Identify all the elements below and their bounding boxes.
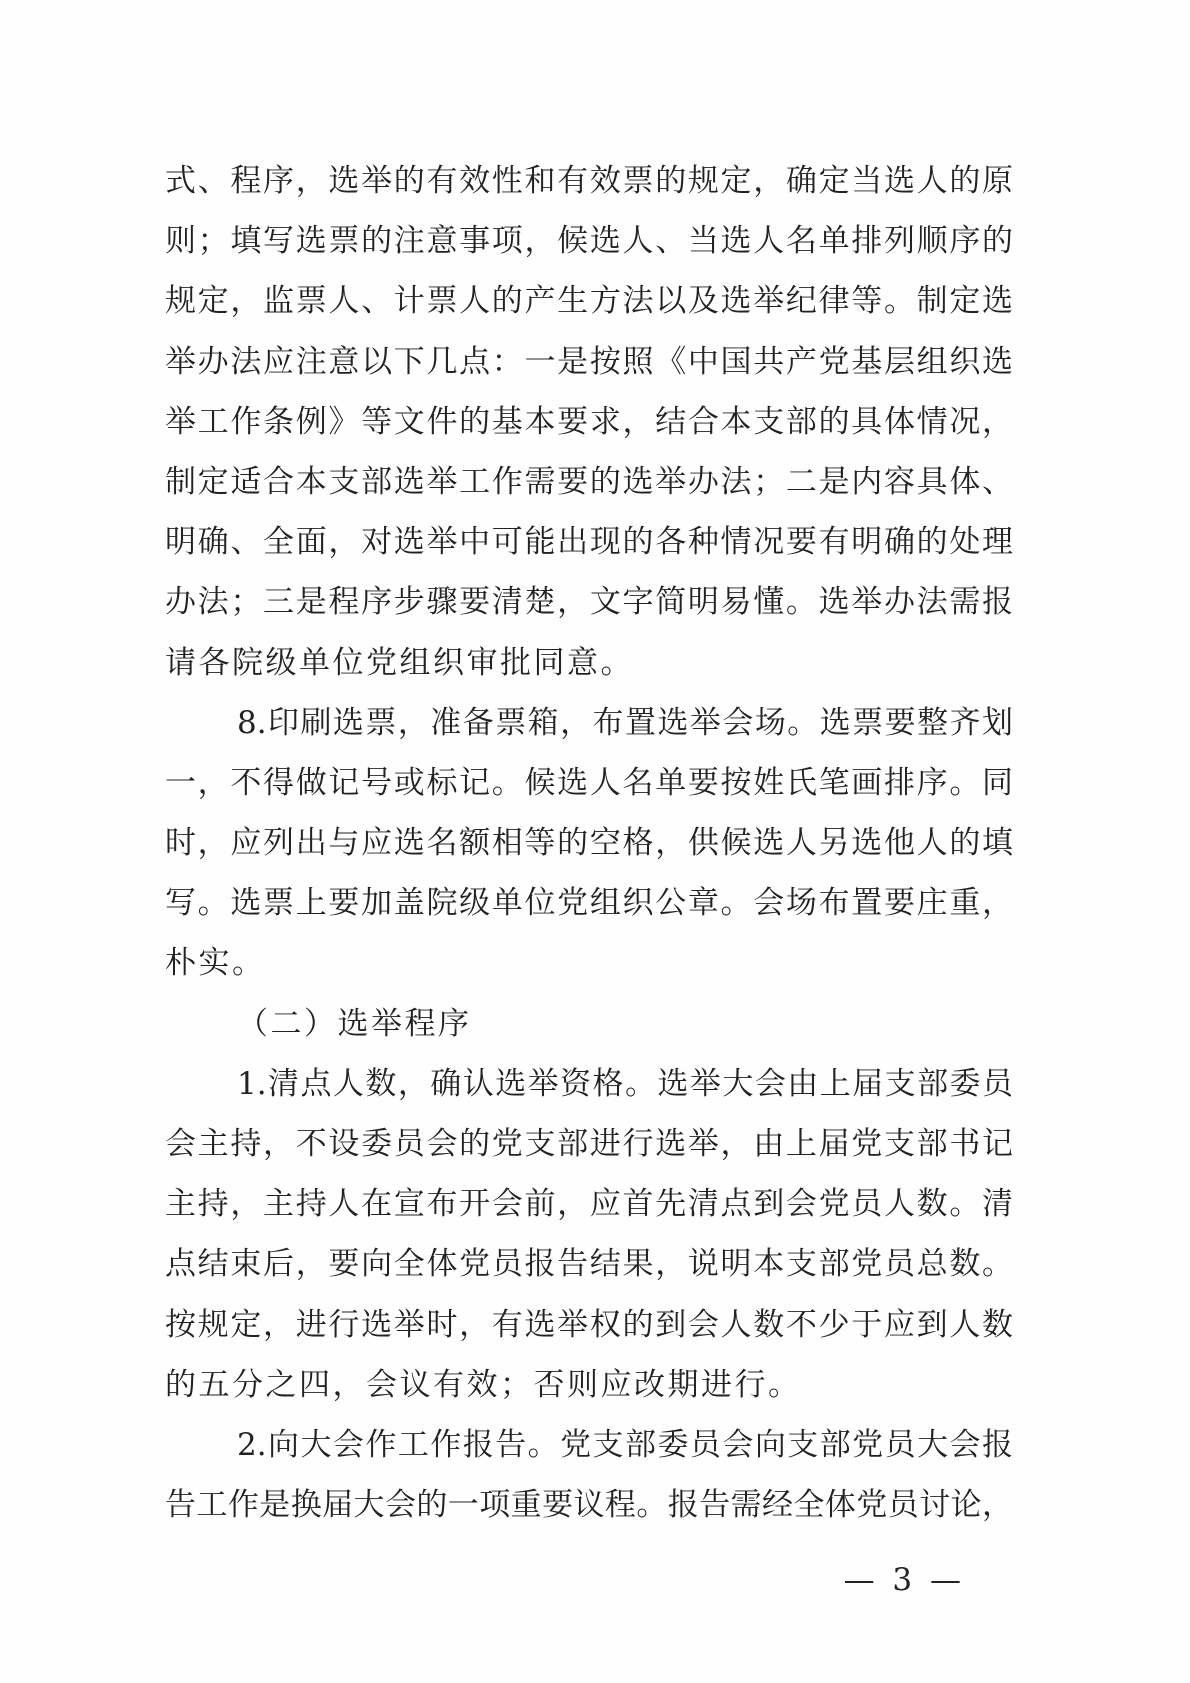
text-line: 式、程序，选举的有效性和有效票的规定，确定当选人的原 — [165, 163, 1013, 199]
text-line: 按规定，进行选举时，有选举权的到会人数不少于应到人数 — [165, 1306, 1013, 1343]
text-line: 2.向大会作工作报告。党支部委员会向支部党员大会报 — [237, 1426, 1013, 1463]
text-line: 请各院级单位党组织审批同意。 — [165, 644, 634, 681]
page-number: — 3 — — [843, 1562, 965, 1598]
text-line: 办法；三是程序步骤要清楚，文字简明易懂。选举办法需报 — [165, 584, 1013, 621]
text-line: 1.清点人数，确认选举资格。选举大会由上届支部委员 — [237, 1065, 1013, 1102]
text-line: 写。选票上要加盖院级单位党组织公章。会场布置要庄重， — [165, 885, 1013, 922]
text-line: 时，应列出与应选名额相等的空格，供候选人另选他人的填 — [165, 825, 1013, 862]
text-line: 告工作是换届大会的一项重要议程。报告需经全体党员讨论， — [165, 1487, 1013, 1524]
section-heading: （二）选举程序 — [237, 1005, 472, 1042]
text-line: 会主持，不设委员会的党支部进行选举，由上届党支部书记 — [165, 1126, 1013, 1162]
document-body — [165, 151, 1013, 1535]
text-line: 规定，监票人、计票人的产生方法以及选举纪律等。制定选 — [165, 283, 1013, 320]
text-line: 朴实。 — [165, 945, 266, 982]
text-line: 点结束后，要向全体党员报告结果，说明本支部党员总数。 — [165, 1246, 1013, 1283]
text-line: 一，不得做记号或标记。候选人名单要按姓氏笔画排序。同 — [165, 764, 1013, 801]
text-line: 8.印刷选票，准备票箱，布置选举会场。选票要整齐划 — [237, 704, 1013, 741]
text-line: 明确、全面，对选举中可能出现的各种情况要有明确的处理 — [165, 524, 1013, 561]
text-line: 制定适合本支部选举工作需要的选举办法；二是内容具体、 — [165, 463, 1013, 500]
text-line: 的五分之四，会议有效；否则应改期进行。 — [165, 1366, 802, 1403]
text-line: 举工作条例》等文件的基本要求，结合本支部的具体情况， — [165, 403, 1013, 440]
text-line: 举办法应注意以下几点：一是按照《中国共产党基层组织选 — [165, 343, 1013, 380]
text-line: 主持，主持人在宣布开会前，应首先清点到会党员人数。清 — [165, 1186, 1013, 1223]
text-line: 则；填写选票的注意事项，候选人、当选人名单排列顺序的 — [165, 223, 1013, 260]
